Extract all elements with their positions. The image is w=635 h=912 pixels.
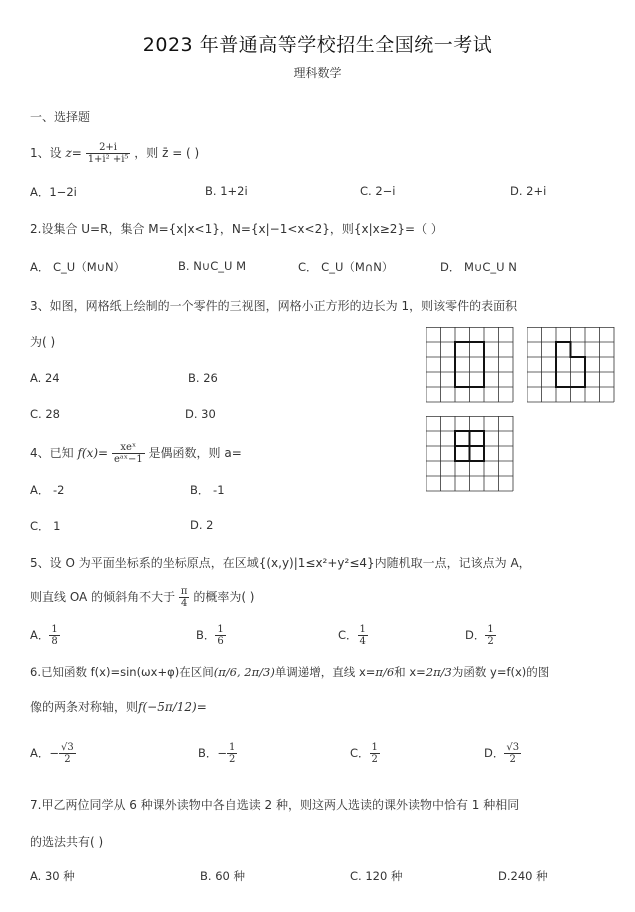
q5-d-den: 2 xyxy=(487,636,494,647)
q4-stem-prefix: 4、已知 xyxy=(30,446,74,460)
q5-option-d-label: D． xyxy=(465,628,486,642)
q6-option-b xyxy=(198,742,237,765)
q2-option-a: A． C_U（M∪N） xyxy=(30,260,126,274)
section-heading: 一、选择题 xyxy=(30,110,91,124)
q6-stem2-prefix: 像的两条对称轴，则 xyxy=(30,700,139,714)
question-1-stem xyxy=(30,142,199,165)
q1-variable: z= xyxy=(65,146,82,160)
q5-option-b xyxy=(196,624,226,647)
question-4-stem xyxy=(30,442,242,465)
question-3-stem-line2: 为( ) xyxy=(30,335,56,349)
q7-option-d: D.240 种 xyxy=(498,869,548,883)
q5-c-den: 4 xyxy=(359,636,366,647)
q5-a-den: 8 xyxy=(51,636,58,647)
side-view-figure xyxy=(527,327,615,403)
q1-option-d: D. 2+i xyxy=(510,184,547,198)
question-5-stem-line1: 5、设 O 为平面坐标系的坐标原点，在区域{(x,y)|1≤x²+y²≤4}内随机取一点，记该点为 A， xyxy=(30,556,531,570)
q6-axis1: π/6 xyxy=(375,665,395,679)
q6-option-b-frac xyxy=(227,742,237,765)
q4-fraction xyxy=(112,442,145,465)
q4-option-c: C． 1 xyxy=(30,519,61,533)
front-view-figure xyxy=(426,327,514,403)
q6-option-d-label: D． xyxy=(484,746,505,760)
q6-stem2-expr: f(−5π/12)= xyxy=(138,700,207,714)
q4-option-b: B． -1 xyxy=(190,483,225,497)
q4-stem-end: 是偶函数，则 a= xyxy=(148,446,242,460)
q6-b-den: 2 xyxy=(229,754,236,765)
q5-option-d-frac xyxy=(485,624,495,647)
top-view-figure xyxy=(426,416,514,492)
q1-frac-num: 2+i xyxy=(86,142,131,154)
q6-option-a-label: A．− xyxy=(30,746,60,760)
q1-option-c: C. 2−i xyxy=(360,184,396,198)
question-6-stem-line1 xyxy=(30,664,549,680)
q1-option-b: B. 1+2i xyxy=(205,184,248,198)
q5-b-den: 6 xyxy=(217,636,224,647)
q3-option-b: B. 26 xyxy=(188,371,218,385)
question-2-stem: 2.设集合 U=R，集合 M={x|x<1}，N={x|−1<x<2}，则{x|x≥2}=（ ） xyxy=(30,222,443,236)
q5-option-a xyxy=(30,624,60,647)
q6-option-c xyxy=(350,742,380,765)
q5-angle-den: 4 xyxy=(181,598,188,609)
q5-option-c-label: C． xyxy=(338,628,358,642)
q6-stem1-and: 和 x= xyxy=(394,665,426,679)
front-view-grid xyxy=(426,327,513,402)
q6-option-c-label: C． xyxy=(350,746,370,760)
q5-option-b-frac xyxy=(215,624,225,647)
q5-stem2-prefix: 则直线 OA 的倾斜角不大于 xyxy=(30,590,176,604)
q2-option-b: B. N∪C_U M xyxy=(178,259,246,273)
q2-option-d: D． M∪C_U N xyxy=(440,260,517,274)
q3-option-a: A. 24 xyxy=(30,371,60,385)
q1-frac-den: 1+i² +i⁵ xyxy=(87,154,129,165)
q7-option-a: A. 30 种 xyxy=(30,869,75,883)
q6-stem1-prefix: 6.已知函数 f(x)=sin(ωx+φ)在区间 xyxy=(30,665,214,679)
q6-option-b-label: B．− xyxy=(198,746,228,760)
q4-option-a: A． -2 xyxy=(30,483,65,497)
q2-option-c: C． C_U（M∩N） xyxy=(298,260,394,274)
question-7-stem-line1: 7.甲乙两位同学从 6 种课外读物中各自选读 2 种，则这两人选读的课外读物中恰有 1 种相同 xyxy=(30,798,520,812)
q5-c-num: 1 xyxy=(359,624,366,635)
page-subtitle: 理科数学 xyxy=(293,66,342,80)
q6-b-num: 1 xyxy=(229,742,236,753)
q7-option-b: B. 60 种 xyxy=(200,869,245,883)
page-title: 2023 年普通高等学校招生全国统一考试 xyxy=(142,34,493,56)
q6-stem1-mid: 单调递增，直线 x= xyxy=(274,665,376,679)
question-5-stem-line2 xyxy=(30,586,255,609)
q6-axis2: 2π/3 xyxy=(425,665,452,679)
q4-function: f(x)= xyxy=(77,446,109,460)
q1-option-a: A．1−2i xyxy=(30,185,77,199)
q4-frac-num: xeˣ xyxy=(112,442,145,454)
q1-stem-end: z̄ = ( ) xyxy=(162,146,200,160)
q6-option-d xyxy=(484,742,521,765)
q5-option-b-label: B． xyxy=(196,628,216,642)
q5-b-num: 1 xyxy=(217,624,224,635)
q5-angle-num: π xyxy=(180,586,188,597)
q6-d-den: 2 xyxy=(509,754,516,765)
q5-option-a-label: A． xyxy=(30,628,50,642)
q6-a-num: √3 xyxy=(61,742,74,753)
question-3-stem-line1: 3、如图，网格纸上绘制的一个零件的三视图，网格小正方形的边长为 1，则该零件的表面积 xyxy=(30,299,518,313)
q6-option-c-frac xyxy=(370,742,380,765)
q5-option-a-frac xyxy=(49,624,59,647)
q6-option-a-frac xyxy=(59,742,76,765)
q7-option-c: C. 120 种 xyxy=(350,869,403,883)
question-6-stem-line2 xyxy=(30,698,207,715)
q6-option-d-frac xyxy=(504,742,521,765)
top-view-outline xyxy=(455,431,484,461)
q5-option-d xyxy=(465,624,496,647)
question-7-stem-line2: 的选法共有( ) xyxy=(30,835,104,849)
q5-option-c-frac xyxy=(358,624,368,647)
q5-stem2-end: 的概率为( ) xyxy=(193,590,255,604)
q4-option-d: D. 2 xyxy=(190,518,214,532)
q1-stem-mid: ，则 xyxy=(134,146,159,160)
q6-c-num: 1 xyxy=(371,742,378,753)
q6-stem1-end: 为函数 y=f(x)的图 xyxy=(451,665,550,679)
q5-option-c xyxy=(338,624,368,647)
q6-interval: (π/6, 2π/3) xyxy=(213,665,275,679)
q6-c-den: 2 xyxy=(371,754,378,765)
q6-a-den: 2 xyxy=(64,754,71,765)
q5-angle-fraction xyxy=(179,586,190,609)
q3-option-c: C. 28 xyxy=(30,407,60,421)
q3-option-d: D. 30 xyxy=(185,407,216,421)
q5-a-num: 1 xyxy=(51,624,58,635)
q5-d-num: 1 xyxy=(487,624,494,635)
q6-option-a xyxy=(30,742,76,765)
q1-fraction xyxy=(86,142,131,165)
q1-stem-prefix: 1、设 xyxy=(30,146,62,160)
q4-frac-den: eᵃˣ−1 xyxy=(113,454,143,465)
q6-d-num: √3 xyxy=(506,742,520,753)
side-view-grid xyxy=(527,327,614,402)
